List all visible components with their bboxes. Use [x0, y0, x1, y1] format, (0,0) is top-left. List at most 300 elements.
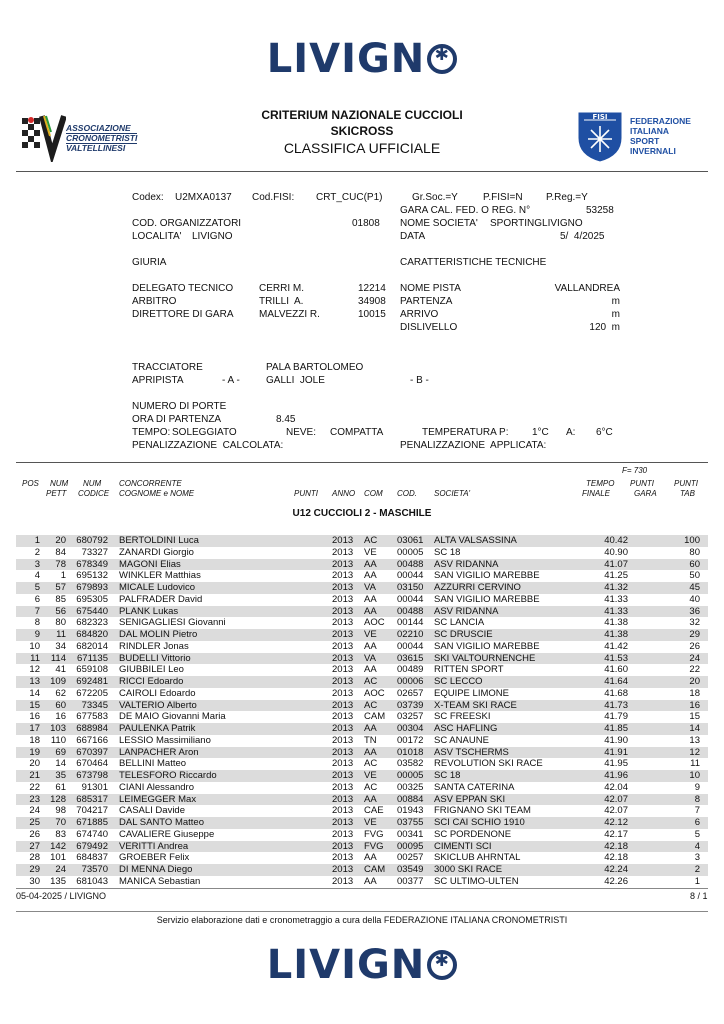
cell-anno: 2013	[332, 781, 354, 793]
cell-soc: SC FREESKI	[434, 711, 491, 723]
cell-soc: SAN VIGILIO MAREBBE	[434, 570, 540, 582]
cell-pos: 30	[29, 875, 40, 887]
cell-tempo: 41.32	[604, 582, 628, 593]
cell-scod: 03549	[397, 864, 424, 875]
cell-scod: 00095	[397, 840, 424, 852]
cell-pett: 103	[50, 723, 66, 734]
cell-pett: 109	[50, 676, 66, 687]
cell-name: GROEBER Felix	[119, 852, 190, 864]
cell-scod: 00006	[397, 676, 424, 687]
cell-com: AA	[364, 664, 377, 676]
gara-number: 53258	[586, 205, 614, 216]
cell-soc: SC PORDENONE	[434, 828, 512, 840]
cell-tab: 6	[694, 817, 700, 828]
table-row	[16, 617, 708, 629]
col-punti: PUNTI	[294, 489, 318, 498]
cell-pos: 13	[29, 676, 40, 687]
cell-scod: 03582	[397, 758, 424, 770]
cell-cod: 681043	[76, 875, 108, 887]
col-pos: POS	[22, 479, 39, 488]
cell-anno: 2013	[332, 852, 354, 864]
document-type: CLASSIFICA UFFICIALE	[283, 140, 441, 156]
cell-tempo: 42.17	[604, 828, 628, 840]
cell-name: LESSIO Massimiliano	[119, 734, 211, 746]
cell-anno: 2013	[332, 723, 354, 734]
cell-soc: ALTA VALSASSINA	[434, 535, 517, 546]
cell-name: BELLINI Matteo	[119, 758, 187, 770]
table-row	[16, 829, 708, 841]
tempo-label: TEMPO:	[132, 427, 171, 438]
cell-com: AA	[364, 640, 377, 652]
cell-soc: SC 18	[434, 770, 461, 781]
cell-com: VE	[364, 770, 377, 781]
cell-pett: 34	[55, 640, 66, 652]
cell-soc: SC ULTIMO-ULTEN	[434, 875, 519, 887]
cell-tempo: 42.18	[604, 840, 628, 852]
fisi-line1: FEDERAZIONE	[630, 116, 691, 126]
codfisi-value: CRT_CUC(P1)	[316, 192, 383, 203]
cell-scod: 01018	[397, 746, 424, 758]
fisi-logo	[574, 108, 714, 168]
cell-pett: 101	[50, 852, 66, 864]
col-tab: TAB	[680, 489, 695, 498]
cell-tempo: 41.42	[604, 640, 628, 652]
codfisi-label: Cod.FISI:	[252, 192, 295, 203]
cell-name: RICCI Edoardo	[119, 676, 184, 687]
table-row	[16, 747, 708, 759]
cell-cod: 673798	[76, 770, 108, 781]
tracciatore-name: PALA BARTOLOMEO	[266, 362, 364, 373]
cell-com: VE	[364, 629, 377, 640]
cell-pos: 29	[29, 864, 40, 875]
cell-scod: 00325	[397, 781, 424, 793]
category-title: U12 CUCCIOLI 2 - MASCHILE	[292, 508, 432, 519]
info-divider	[16, 462, 708, 463]
fisi-shield-icon	[574, 108, 626, 164]
table-row	[16, 594, 708, 606]
cod-org-label: COD. ORGANIZZATORI	[132, 218, 242, 229]
cell-tempo: 41.38	[604, 617, 628, 629]
cell-name: SENIGAGLIESI Giovanni	[119, 617, 226, 629]
cell-com: AC	[364, 699, 378, 711]
cell-anno: 2013	[332, 687, 354, 699]
cell-tempo: 42.24	[604, 864, 628, 875]
cell-tab: 24	[689, 652, 700, 664]
cell-anno: 2013	[332, 546, 354, 558]
codex-value: U2MXA0137	[175, 192, 232, 203]
col-punti-gara: PUNTI	[630, 479, 654, 488]
cell-pos: 7	[34, 605, 40, 617]
data-label: DATA	[400, 231, 426, 242]
cell-cod: 671135	[77, 652, 108, 664]
cell-com: FVG	[364, 828, 384, 840]
cell-anno: 2013	[332, 746, 354, 758]
col-codice: CODICE	[78, 489, 110, 498]
cell-soc: SAN VIGILIO MAREBBE	[434, 593, 540, 605]
cell-cod: 670464	[76, 758, 108, 770]
direttore-number: 10015	[358, 309, 386, 320]
cell-name: TELESFORO Riccardo	[119, 770, 217, 781]
cell-pos: 24	[29, 805, 40, 817]
arbitro-label: ARBITRO	[132, 296, 177, 307]
cell-name: PALFRADER David	[119, 593, 203, 605]
col-societa: SOCIETA'	[434, 489, 471, 498]
cell-com: FVG	[364, 840, 384, 852]
cell-tempo: 41.33	[604, 605, 628, 617]
table-row	[16, 547, 708, 559]
partenza-label: PARTENZA	[400, 296, 453, 307]
cell-scod: 00488	[397, 605, 424, 617]
assoc-line2: CRONOMETRISTI	[66, 133, 138, 143]
cell-cod: 704217	[76, 805, 108, 817]
cell-pos: 25	[29, 817, 40, 828]
cell-anno: 2013	[332, 605, 354, 617]
cell-soc: CIMENTI SCI	[434, 840, 492, 852]
cell-anno: 2013	[332, 535, 354, 546]
cell-scod: 03615	[397, 652, 424, 664]
delegato-label: DELEGATO TECNICO	[132, 283, 234, 294]
cell-cod: 688984	[76, 723, 108, 734]
cell-pett: 69	[55, 746, 66, 758]
cell-pos: 10	[29, 640, 40, 652]
assoc-line1: ASSOCIAZIONE	[66, 124, 137, 134]
cell-soc: EQUIPE LIMONE	[434, 687, 509, 699]
penalizzazione-calcolata: PENALIZZAZIONE CALCOLATA:	[132, 440, 284, 451]
cell-soc: REVOLUTION SKI RACE	[434, 758, 543, 770]
cell-cod: 692481	[76, 676, 108, 687]
table-row	[16, 876, 708, 888]
cell-soc: SC ANAUNE	[434, 734, 489, 746]
grsoc: Gr.Soc.=Y	[412, 192, 458, 203]
cell-pos: 16	[29, 711, 40, 723]
cell-scod: 00044	[397, 570, 424, 582]
cell-soc: SAN VIGILIO MAREBBE	[434, 640, 540, 652]
cell-soc: SCI CAI SCHIO 1910	[434, 817, 525, 828]
cell-tab: 80	[689, 546, 700, 558]
table-row	[16, 805, 708, 817]
table-row	[16, 688, 708, 700]
cell-cod: 667166	[76, 734, 108, 746]
cell-com: AOC	[364, 687, 385, 699]
cell-scod: 03257	[397, 711, 424, 723]
cell-soc: ASC HAFLING	[434, 723, 498, 734]
cell-cod: 73570	[81, 864, 108, 875]
cell-pett: 142	[50, 840, 66, 852]
cell-pett: 135	[50, 875, 66, 887]
partenza-unit: m	[611, 296, 620, 307]
cell-tempo: 42.12	[604, 817, 628, 828]
cell-cod: 672205	[76, 687, 108, 699]
table-row	[16, 817, 708, 829]
cell-com: AA	[364, 723, 377, 734]
table-row	[16, 653, 708, 665]
cell-tempo: 42.18	[604, 852, 628, 864]
cell-anno: 2013	[332, 805, 354, 817]
cell-pos: 14	[29, 687, 40, 699]
cell-cod: 682014	[76, 640, 108, 652]
col-gara: GARA	[634, 489, 657, 498]
temp-p-value: 1°C	[532, 427, 549, 438]
delegato-name: CERRI M.	[259, 283, 304, 294]
cell-pett: 14	[55, 758, 66, 770]
cell-com: AOC	[364, 617, 385, 629]
cell-pos: 23	[29, 793, 40, 805]
cell-cod: 685317	[76, 793, 108, 805]
cell-com: CAM	[364, 711, 386, 723]
cell-pos: 3	[34, 558, 40, 570]
cell-name: LANPACHER Aron	[119, 746, 199, 758]
cell-cod: 684820	[76, 629, 108, 640]
cell-pos: 8	[34, 617, 40, 629]
cell-pett: 110	[50, 734, 66, 746]
cell-pos: 18	[29, 734, 40, 746]
col-cod: COD.	[397, 489, 417, 498]
fisi-shield-text: FISI	[592, 113, 608, 121]
cell-tab: 18	[689, 687, 700, 699]
cell-soc: ASV EPPAN SKI	[434, 793, 506, 805]
cell-tab: 2	[694, 864, 700, 875]
cell-scod: 02657	[397, 687, 424, 699]
table-row	[16, 711, 708, 723]
cell-cod: 695132	[76, 570, 108, 582]
cell-soc: ASV RIDANNA	[434, 605, 499, 617]
cell-com: AC	[364, 676, 378, 687]
cell-tab: 15	[689, 711, 700, 723]
cell-scod: 00341	[397, 828, 424, 840]
preg: P.Reg.=Y	[546, 192, 588, 203]
cell-pett: 16	[55, 711, 66, 723]
cell-tempo: 41.68	[604, 687, 628, 699]
apripista-b: - B -	[410, 375, 429, 386]
cell-tab: 29	[689, 629, 700, 640]
cell-soc: SC LANCIA	[434, 617, 485, 629]
gara-label: GARA CAL. FED. O REG. N°	[400, 205, 531, 216]
cell-anno: 2013	[332, 629, 354, 640]
ora-value: 8.45	[276, 414, 296, 425]
cell-soc: 3000 SKI RACE	[434, 864, 503, 875]
cell-pos: 11	[30, 652, 40, 664]
cell-anno: 2013	[332, 770, 354, 781]
event-discipline: SKICROSS	[330, 124, 394, 138]
cell-tab: 14	[689, 723, 700, 734]
codex-label: Codex:	[132, 192, 164, 203]
cell-tab: 9	[694, 781, 700, 793]
table-row	[16, 559, 708, 571]
cell-anno: 2013	[332, 558, 354, 570]
table-row	[16, 794, 708, 806]
table-row	[16, 606, 708, 618]
cell-anno: 2013	[332, 711, 354, 723]
caratteristiche-heading: CARATTERISTICHE TECNICHE	[400, 257, 547, 268]
cell-cod: 679492	[76, 840, 108, 852]
livigno-logo-top: LIVIGN✱	[0, 36, 724, 82]
cell-tab: 13	[689, 734, 700, 746]
cell-tempo: 41.25	[604, 570, 628, 582]
cell-pett: 98	[55, 805, 66, 817]
fisi-line2: ITALIANA	[630, 126, 670, 136]
cell-tab: 8	[694, 793, 700, 805]
table-row	[16, 782, 708, 794]
cell-pos: 9	[34, 629, 40, 640]
cell-name: ZANARDI Giorgio	[119, 546, 194, 558]
cell-name: LEIMEGGER Max	[119, 793, 197, 805]
cell-scod: 00044	[397, 593, 424, 605]
cell-anno: 2013	[332, 570, 354, 582]
cell-pos: 12	[29, 664, 40, 676]
tracciatore-label: TRACCIATORE	[132, 362, 203, 373]
penalizzazione-applicata: PENALIZZAZIONE APPLICATA:	[400, 440, 547, 451]
cell-tempo: 41.73	[604, 699, 628, 711]
neve-label: NEVE:	[286, 427, 317, 438]
cell-pett: 57	[55, 582, 66, 593]
cell-pos: 19	[29, 746, 40, 758]
cell-com: VA	[364, 582, 376, 593]
cell-cod: 678349	[76, 558, 108, 570]
table-row	[16, 770, 708, 782]
cell-pos: 4	[34, 570, 40, 582]
cell-anno: 2013	[332, 758, 354, 770]
cell-pett: 70	[55, 817, 66, 828]
cell-pos: 20	[29, 758, 40, 770]
table-row	[16, 723, 708, 735]
cell-pett: 114	[50, 652, 66, 664]
cell-tempo: 41.90	[604, 734, 628, 746]
cell-scod: 03150	[397, 582, 424, 593]
cell-name: GIUBBILEI Leo	[119, 664, 184, 676]
cell-pett: 41	[55, 664, 66, 676]
cell-cod: 684837	[76, 852, 108, 864]
cell-tab: 100	[684, 535, 700, 546]
direttore-name: MALVEZZI R.	[259, 309, 320, 320]
cell-soc: ASV TSCHERMS	[434, 746, 509, 758]
cell-tab: 1	[694, 875, 700, 887]
cell-pett: 11	[56, 629, 66, 640]
cell-anno: 2013	[332, 617, 354, 629]
cell-tab: 3	[694, 852, 700, 864]
cell-name: CAVALIERE Giuseppe	[119, 828, 215, 840]
cell-cod: 680792	[76, 535, 108, 546]
cell-anno: 2013	[332, 676, 354, 687]
cell-pett: 1	[60, 570, 66, 582]
footer-page: 8 / 1	[690, 891, 708, 901]
cell-com: AA	[364, 558, 377, 570]
localita-label: LOCALITA'	[132, 231, 182, 242]
cell-tab: 7	[694, 805, 700, 817]
apripista-a: - A -	[222, 375, 240, 386]
delegato-number: 12214	[358, 283, 386, 294]
snowflake-icon	[427, 44, 457, 74]
cell-com: AA	[364, 605, 377, 617]
cell-tab: 60	[689, 558, 700, 570]
cell-name: CIANI Alessandro	[119, 781, 194, 793]
cell-tempo: 41.96	[604, 770, 628, 781]
tempo-value: SOLEGGIATO	[172, 427, 237, 438]
arrivo-unit: m	[611, 309, 620, 320]
cell-cod: 679893	[76, 582, 108, 593]
cell-soc: SKICLUB AHRNTAL	[434, 852, 521, 864]
cell-pett: 128	[50, 793, 66, 805]
cell-com: AC	[364, 781, 378, 793]
cell-pos: 2	[34, 546, 40, 558]
neve-value: COMPATTA	[330, 427, 384, 438]
col-punti-tab: PUNTI	[674, 479, 698, 488]
table-row	[16, 676, 708, 688]
col-com: COM	[364, 489, 383, 498]
cell-cod: 677583	[76, 711, 108, 723]
cell-soc: RITTEN SPORT	[434, 664, 504, 676]
table-bottom-divider	[16, 888, 708, 889]
fisi-line4: INVERNALI	[630, 146, 676, 156]
cell-pos: 21	[29, 770, 40, 781]
nome-soc-label: NOME SOCIETA'	[400, 218, 478, 229]
cell-anno: 2013	[332, 699, 354, 711]
cell-anno: 2013	[332, 840, 354, 852]
header-divider	[16, 171, 708, 172]
cell-scod: 03739	[397, 699, 424, 711]
cell-pett: 85	[55, 593, 66, 605]
localita-value: LIVIGNO	[192, 231, 233, 242]
cell-tempo: 41.91	[604, 746, 628, 758]
table-row	[16, 841, 708, 853]
cell-cod: 682323	[76, 617, 108, 629]
cell-scod: 00489	[397, 664, 424, 676]
cell-tab: 40	[689, 593, 700, 605]
cell-name: CAIROLI Edoardo	[119, 687, 196, 699]
cell-scod: 00172	[397, 734, 424, 746]
cell-cod: 695305	[76, 593, 108, 605]
cell-com: AC	[364, 758, 378, 770]
cell-com: CAM	[364, 864, 386, 875]
col-anno: ANNO	[332, 489, 356, 498]
snowflake-icon	[427, 950, 457, 980]
footer-divider	[16, 911, 708, 912]
footer-date-place: 05-04-2025 / LIVIGNO	[16, 891, 107, 901]
cell-com: CAE	[364, 805, 384, 817]
table-row	[16, 582, 708, 594]
cell-anno: 2013	[332, 582, 354, 593]
cell-name: BUDELLI Vittorio	[119, 652, 191, 664]
cell-pett: 20	[55, 535, 66, 546]
fisi-line3: SPORT	[630, 136, 660, 146]
cell-tempo: 41.38	[604, 629, 628, 640]
cell-name: MAGONI Elias	[119, 558, 181, 570]
livigno-logo-bottom: LIVIGN✱	[0, 942, 724, 988]
cell-tab: 4	[694, 840, 700, 852]
cell-name: DAL MOLIN Pietro	[119, 629, 198, 640]
temp-a-value: 6°C	[596, 427, 613, 438]
cell-pett: 84	[55, 546, 66, 558]
cell-name: DAL SANTO Matteo	[119, 817, 205, 828]
cell-scod: 00488	[397, 558, 424, 570]
cell-anno: 2013	[332, 793, 354, 805]
cell-pett: 60	[55, 699, 66, 711]
cell-scod: 03061	[397, 535, 424, 546]
cell-anno: 2013	[332, 864, 354, 875]
dislivello-value: 120 m	[589, 322, 620, 333]
cell-pett: 80	[55, 617, 66, 629]
cell-tab: 22	[689, 664, 700, 676]
cell-anno: 2013	[332, 593, 354, 605]
cell-com: AA	[364, 593, 377, 605]
table-row	[16, 535, 708, 547]
cell-tab: 16	[689, 699, 700, 711]
cell-pett: 56	[55, 605, 66, 617]
table-row	[16, 641, 708, 653]
cell-cod: 675440	[76, 605, 108, 617]
cell-cod: 73345	[81, 699, 108, 711]
cell-tempo: 42.07	[604, 805, 628, 817]
cell-anno: 2013	[332, 817, 354, 828]
